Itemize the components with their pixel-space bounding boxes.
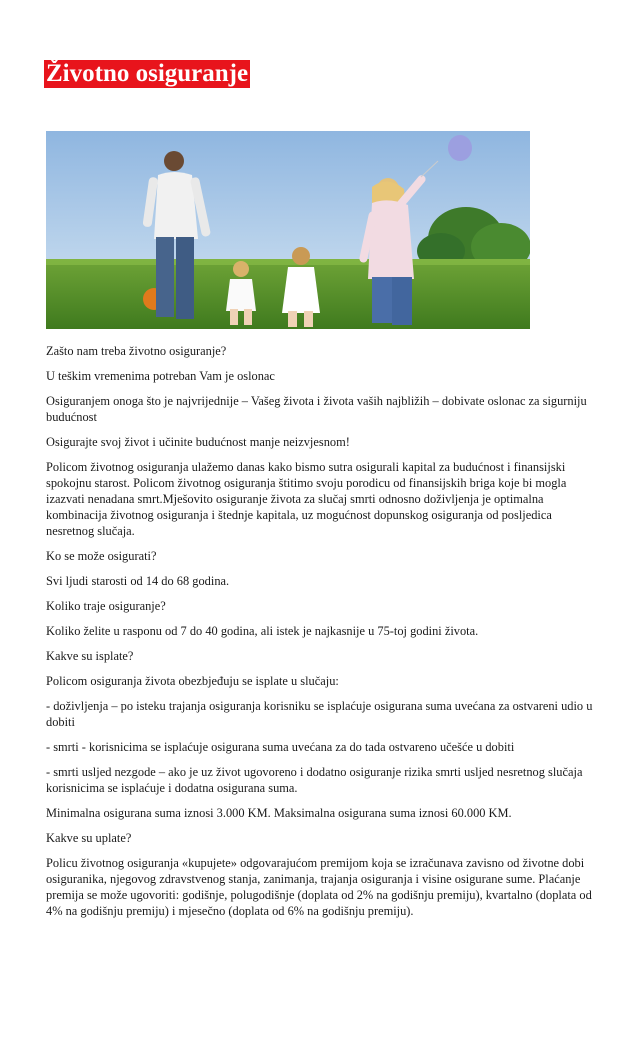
paragraph: Ko se može osigurati? bbox=[46, 549, 157, 563]
family-photo-icon bbox=[46, 131, 530, 329]
paragraph: Kakve su uplate? bbox=[46, 831, 132, 845]
family-photo bbox=[46, 131, 530, 329]
paragraph: Policom osiguranja života obezbjeđuju se isplate u slučaju: bbox=[46, 674, 339, 688]
paragraph: Minimalna osigurana suma iznosi 3.000 KM. Maksimalna osigurana suma iznosi 60.000 KM. bbox=[46, 806, 512, 820]
paragraph: U teškim vremenima potreban Vam je oslonac bbox=[46, 369, 275, 383]
article-body bbox=[46, 343, 602, 928]
paragraph: - smrti usljed nezgode – ako je uz život ugovoreno i dodatno osiguranje rizika smrti usljed nesretnog slučaja korisnicima se isplaćuje i dodatna osigurana suma. bbox=[46, 765, 583, 795]
paragraph: - smrti - korisnicima se isplaćuje osigurana suma uvećana za do tada ostvareno učešće u dobiti bbox=[46, 740, 515, 754]
paragraph: Osigurajte svoj život i učinite budućnost manje neizvjesnom! bbox=[46, 435, 350, 449]
paragraph: Policu životnog osiguranja «kupujete» odgovarajućom premijom koja se izračunava zavisno od životne dobi osiguranika, njegovog zdravstvenog stanja, zanimanja, trajanja osiguranja i visine osigurane sume. Plaćanje premija se može ugovoriti: godišnje, polugodišnje (doplata od 2% na godišnju premiju), kvartalno (doplata od 4% na godišnju premiju) i mjesečno (doplata od 6% na godišnju premiju). bbox=[46, 856, 592, 918]
paragraph: Koliko traje osiguranje? bbox=[46, 599, 166, 613]
page-title: Životno osiguranje bbox=[46, 60, 249, 87]
paragraph: Osiguranjem onoga što je najvrijednije – Vašeg života i života vaših najbližih – dobivate oslonac za sigurniju budućnost bbox=[46, 394, 587, 424]
paragraph: Koliko želite u rasponu od 7 do 40 godina, ali istek je najkasnije u 75-toj godini života. bbox=[46, 624, 479, 638]
paragraph: Policom životnog osiguranja ulažemo danas kako bismo sutra osigurali kapital za budućnost i finansijski spokojnu starost. Policom životnog osiguranja štitimo svoju porodicu od finansijskih briga koje bi mogla izazvati nenadana smrt.Mješovito osiguranje života za slučaj smrti odnosno doživljenja je optimalna kombinacija životnog osiguranja i štednje kapitala, uz mogućnost dopunskog osiguranja od posljedica nesretnog slučaja. bbox=[46, 460, 567, 538]
paragraph: Kakve su isplate? bbox=[46, 649, 134, 663]
paragraph: Svi ljudi starosti od 14 do 68 godina. bbox=[46, 574, 230, 588]
paragraph: - doživljenja – po isteku trajanja osiguranja korisniku se isplaćuje osigurana suma uvećana za ostvareni udio u dobiti bbox=[46, 699, 593, 729]
paragraph: Zašto nam treba životno osiguranje? bbox=[46, 344, 227, 358]
